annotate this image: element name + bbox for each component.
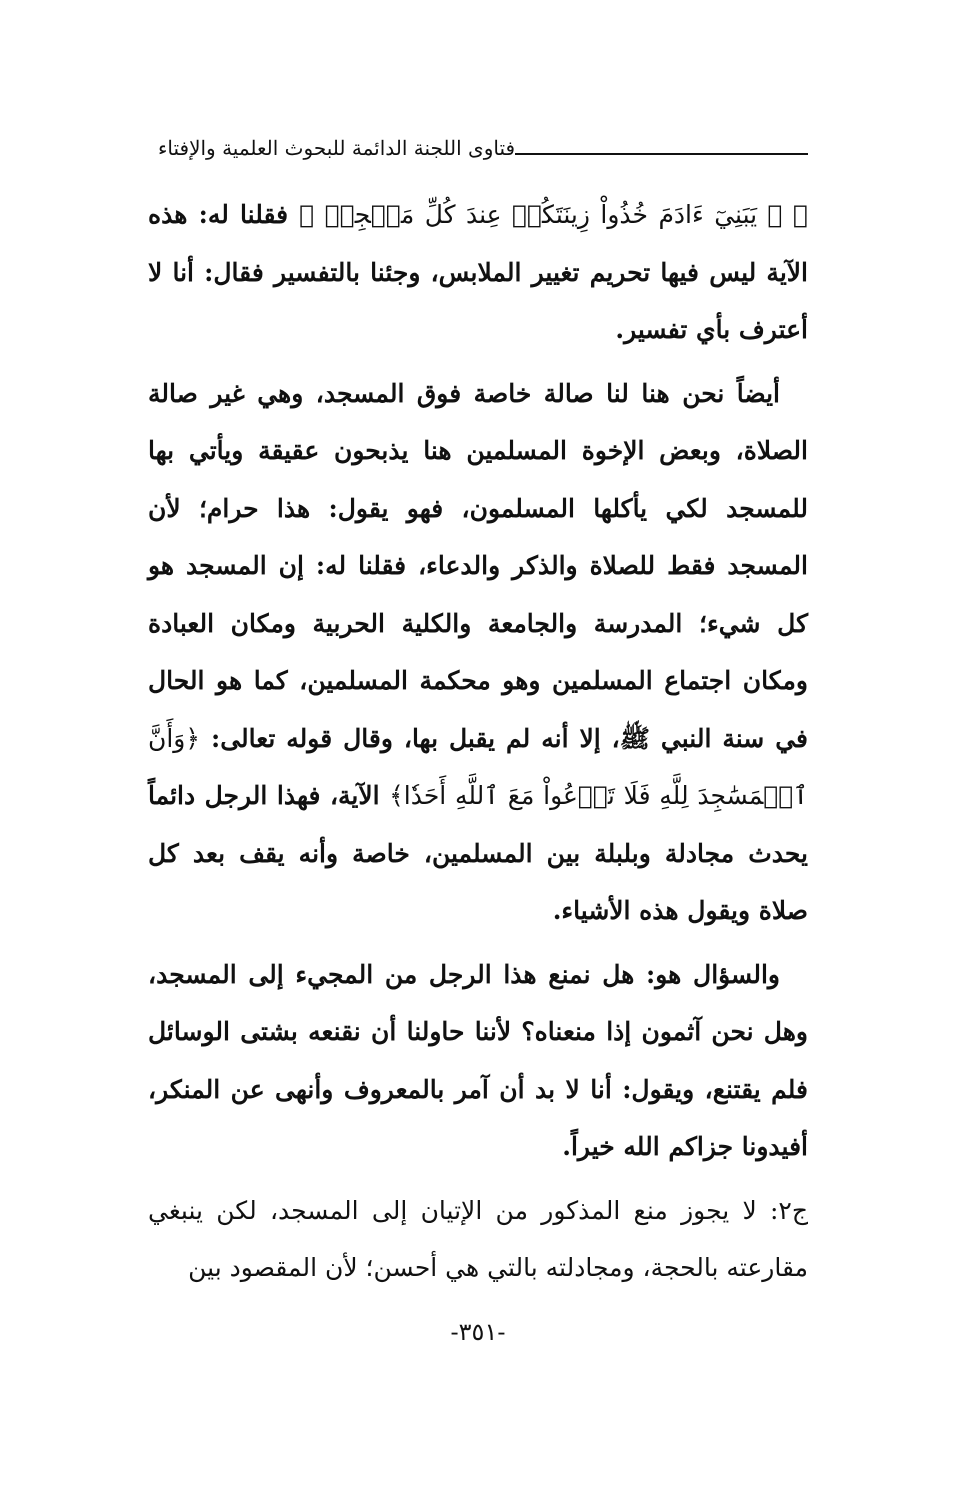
body-text bbox=[148, 186, 808, 1303]
paragraph-text: والسؤال هو: هل نمنع هذا الرجل من المجيء إلى المسجد، وهل نحن آثمون إذا منعناه؟ لأننا حاولنا أن نقنعه بشتى الوسائل فلم يقتنع، ويقول: أنا لا بد أن آمر بالمعروف وأنهى عن المنكر، أفيدونا جزاكم الله خيراً. bbox=[148, 959, 808, 1161]
page-number: -٣٥١- bbox=[450, 1318, 506, 1346]
paragraph-question-2 bbox=[148, 365, 808, 940]
paragraph-question-1 bbox=[148, 186, 808, 359]
paragraph-answer bbox=[148, 1182, 808, 1297]
paragraph-question-3 bbox=[148, 946, 808, 1176]
quran-verse: ﴿ ۞ يَبَنِيٓ ءَادَمَ خُذُواْ زِينَتَكُمۡ عِندَ كُلِّ مَسۡجِدٖ ﴾ bbox=[299, 200, 808, 229]
paragraph-text: أيضاً نحن هنا لنا صالة خاصة فوق المسجد، وهي غير صالة الصلاة، وبعض الإخوة المسلمين هنا يذبحون عقيقة ويأتي بها للمسجد لكي يأكلها المسلمون، فهو يقول: هذا حرام؛ لأن المسجد فقط للصلاة والذكر والدعاء، فقلنا له: إن المسجد هو كل شيء؛ المدرسة والجامعة والكلية الحربية ومكان العبادة ومكان اجتماع المسلمين وهو محكمة المسلمين، كما هو الحال في سنة النبي ﷺ، إلا أنه لم يقبل بها، وقال قوله تعالى: bbox=[148, 378, 808, 753]
header-rule bbox=[515, 153, 808, 155]
paragraph-text-after: الآية، فهذا الرجل دائماً يحدث مجادلة وبلبلة بين المسلمين، خاصة وأنه يقف بعد كل صلاة ويقول هذه الأشياء. bbox=[148, 781, 808, 925]
paragraph-text: ج٢: لا يجوز منع المذكور من الإتيان إلى المسجد، لكن ينبغي مقارعته بالحجة، ومجادلته بالتي هي أحسن؛ لأن المقصود بين bbox=[148, 1195, 808, 1282]
running-header bbox=[148, 128, 808, 168]
quran-verse: ﴿وَأَنَّ ٱلۡمَسَٰجِدَ لِلَّهِ فَلَا تَدۡعُواْ مَعَ ٱللَّهِ أَحَدٗا﴾ bbox=[148, 723, 809, 810]
paragraph-text: فقلنا له: هذه الآية ليس فيها تحريم تغيير الملابس، وجئنا بالتفسير فقال: أنا لا أعترف بأي تفسير. bbox=[148, 200, 808, 344]
header-title: فتاوى اللجنة الدائمة للبحوث العلمية والإفتاء bbox=[158, 136, 516, 160]
